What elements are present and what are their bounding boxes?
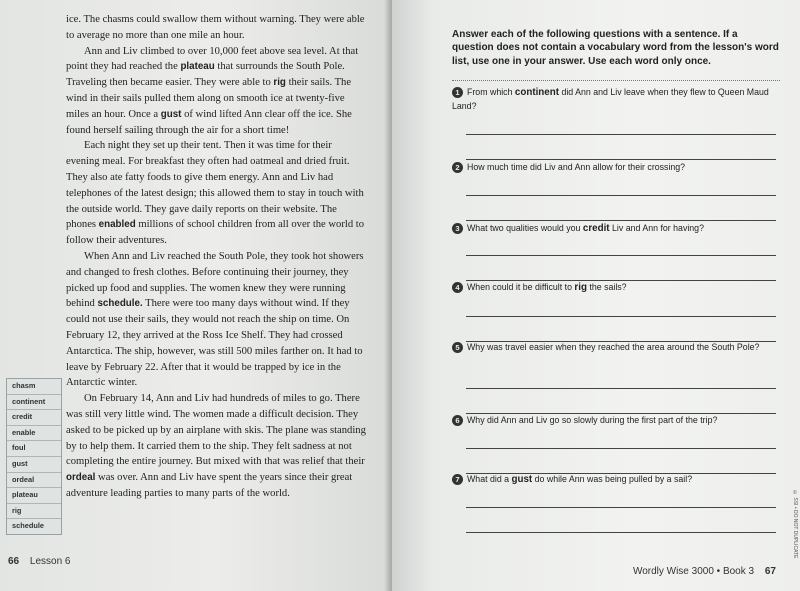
question-text: When could it be difficult to rig the sails? — [467, 282, 627, 293]
vocab-word: gust — [160, 108, 182, 120]
word-list-item: ordeal — [7, 473, 61, 489]
story-text — [66, 12, 366, 502]
question-text: From which continent did Ann and Liv leave when they flew to Queen Maud Land? — [452, 87, 769, 111]
word-list-item: gust — [7, 457, 61, 473]
question-text: What did a gust do while Ann was being pulled by a sail? — [467, 474, 693, 485]
word-list-item: continent — [7, 395, 61, 411]
vocab-word: credit — [582, 223, 610, 234]
question-number-badge: 6 — [452, 415, 463, 426]
left-page — [0, 0, 392, 591]
word-list-item: schedule — [12, 521, 45, 531]
answer-line[interactable] — [466, 195, 776, 196]
question-7 — [452, 473, 772, 487]
vocab-word: rig — [574, 282, 587, 293]
question-number-badge: 2 — [452, 162, 463, 173]
answer-line[interactable] — [466, 448, 776, 449]
right-footer — [633, 566, 776, 577]
answer-line[interactable] — [466, 388, 776, 389]
question-number-badge: 5 — [452, 342, 463, 353]
question-4 — [452, 281, 772, 295]
answer-line[interactable] — [466, 507, 776, 508]
answer-line[interactable] — [466, 159, 776, 160]
word-list-item: foul — [7, 441, 61, 457]
instructions: Answer each of the following questions with a sentence. If a question does not contain a vocabulary word from the lesson's word list, use one in your answer. Use each word only once. — [452, 29, 779, 67]
story-paragraph: When Ann and Liv reached the South Pole, they took hot showers and changed to fresh clothes. Before continuing their journey, they picked up food and supplies. The women knew they were running behind schedule. There were too many days without wind. If they could not use their sails, they would not reach the ship on time. On February 12, they arrived at the Ross Ice Shelf. They had crossed Antarctica. The ship, however, was still 500 miles farther on. It had to leave by February 22. After that it would be trapped by ice in the Antarctic winter. — [66, 250, 364, 389]
vocab-word: enabled — [98, 219, 136, 231]
story-paragraph: On February 14, Ann and Liv had hundreds of miles to go. There was still very little wind. The women made a difficult decision. They asked to be picked up by an airplane with skis. The plane was standing by to help them. It carried them to the ship. They felt sadness at not completing the entire journey. But mixed with that was relief that their ordeal was over. Ann and Liv have spent the years since their great adventure leading parties to many parts of the world. — [66, 393, 366, 499]
left-page-number: 66 — [8, 556, 20, 567]
copyright-notice: © SSI • DO NOT DUPLICATE — [792, 490, 798, 559]
story-paragraph: Each night they set up their tent. Then it was time for their evening meal. For breakfast they often had oatmeal and dried fruit. They also ate fatty foods to give them energy. Ann and Liv had telephones of the latest design; this allowed them to stay in touch with the outside world. They gave daily reports on their website. The phones enabled millions of school children from all over the world to follow their adventures. — [66, 140, 365, 247]
question-number-badge: 3 — [452, 223, 463, 234]
question-number-badge: 1 — [452, 87, 463, 98]
question-5 — [452, 341, 772, 355]
answer-line[interactable] — [466, 220, 776, 221]
answer-line[interactable] — [466, 134, 776, 135]
answer-line[interactable] — [466, 255, 776, 256]
question-number-badge: 7 — [452, 474, 463, 485]
answer-line[interactable] — [466, 532, 776, 533]
question-text: What two qualities would you credit Liv and Ann for having? — [467, 223, 704, 234]
word-list-item: enable — [7, 426, 61, 442]
vocab-word: schedule. — [97, 298, 143, 310]
dotted-divider — [452, 80, 780, 81]
question-6 — [452, 414, 772, 428]
word-list-item: plateau — [7, 488, 61, 504]
left-footer — [8, 556, 71, 567]
word-list-item: chasm — [7, 379, 61, 395]
vocab-word: continent — [514, 87, 559, 98]
vocab-word: rig — [273, 77, 286, 89]
story-paragraph: Ann and Liv climbed to over 10,000 feet above sea level. At that point they had reached the plateau that surrounds the South Pole. Traveling then became easier. They were able to rig their sails. The wind in their sails pulled them along on smooth ice at twenty-five miles an hour. Once a gust of wind lifted Ann clear off the ice. She found herself sailing through the air for a short time! — [66, 45, 359, 136]
question-text: How much time did Liv and Ann allow for their crossing? — [467, 162, 686, 172]
question-text: Why did Ann and Liv go so slowly during the first part of the trip? — [467, 415, 718, 425]
vocab-word: gust — [511, 474, 533, 485]
question-3 — [452, 222, 772, 236]
series-label: Wordly Wise 3000 • Book 3 — [632, 566, 755, 577]
lesson-label: Lesson 6 — [29, 556, 71, 567]
vocab-word: ordeal — [66, 472, 96, 484]
word-list-sidebar — [6, 378, 62, 535]
word-list-item: rig — [7, 504, 61, 520]
story-paragraph: ice. The chasms could swallow them without warning. They were able to average no more than one mile an hour. — [66, 14, 365, 41]
word-list-item: credit — [7, 410, 61, 426]
question-text: Why was travel easier when they reached the area around the South Pole? — [467, 342, 760, 352]
question-2 — [452, 161, 772, 175]
question-1 — [452, 86, 772, 113]
right-page-number: 67 — [764, 566, 776, 577]
vocab-word: plateau — [180, 61, 215, 73]
question-number-badge: 4 — [452, 282, 463, 293]
answer-line[interactable] — [466, 316, 776, 317]
